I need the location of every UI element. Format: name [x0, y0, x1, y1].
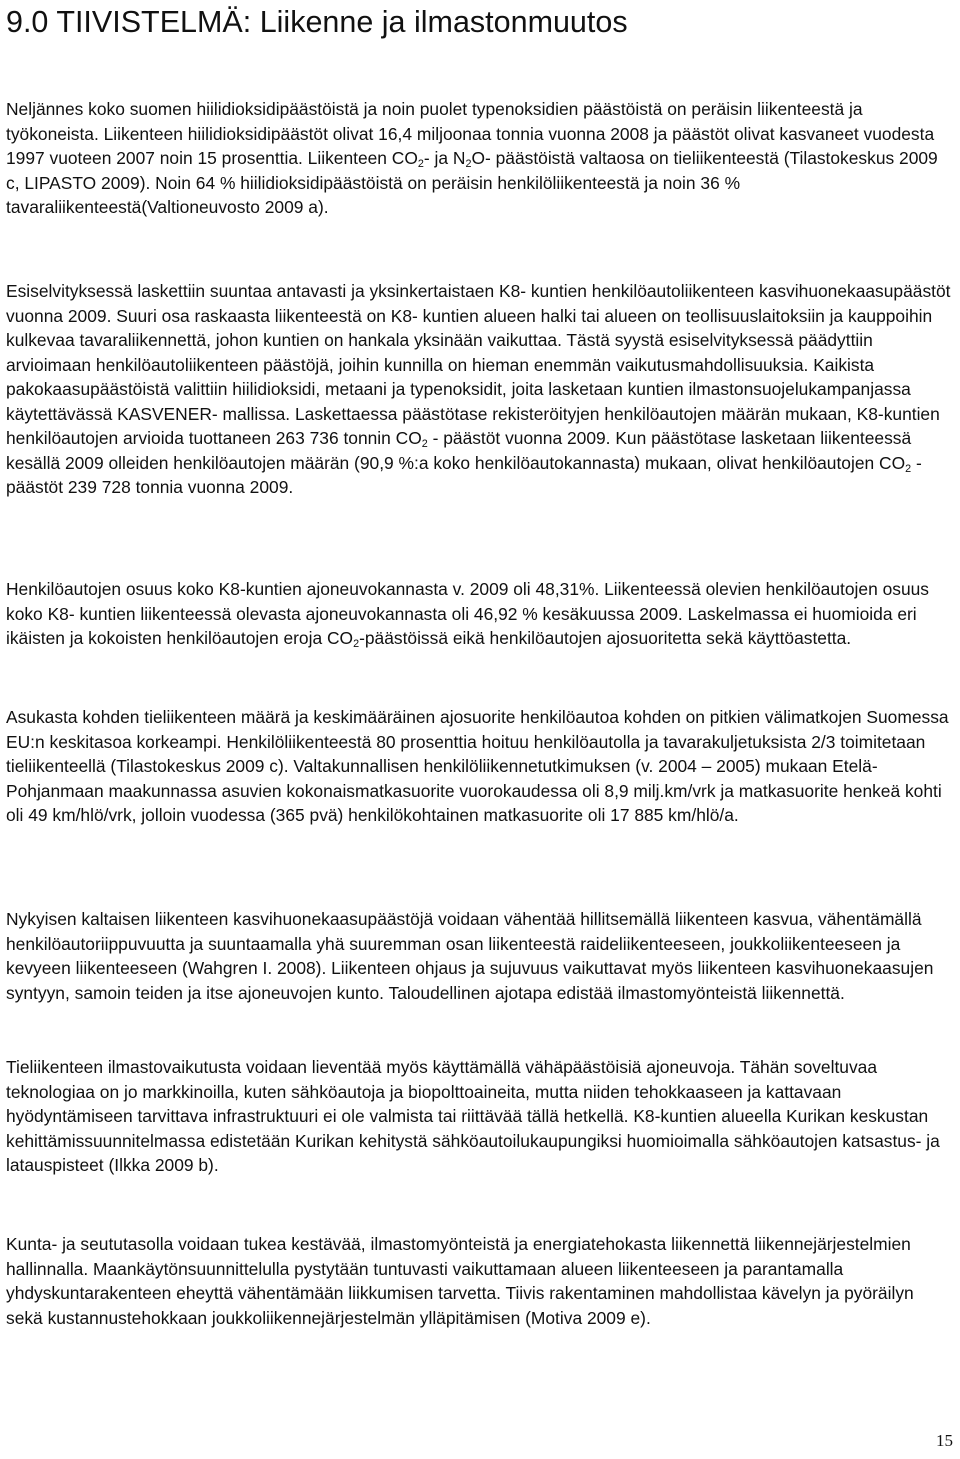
- page-title: 9.0 TIIVISTELMÄ: Liikenne ja ilmastonmuutos: [6, 5, 628, 39]
- page-number: 15: [936, 1431, 953, 1450]
- paragraph-reduction-measures: Nykyisen kaltaisen liikenteen kasvihuonekaasupäästöjä voidaan vähentää hillitsemällä liikenteen kasvua, vähentämällä henkilöautoriippuvuutta ja suuntaamalla yhä suuremman osan liikenteestä raideliikenteeseen, joukkoliikenteeseen ja kevyeen liikenteeseen (Wahgren I. 2008). Liikenteen ohjaus ja sujuvuus vaikuttavat myös liikenteen kasvihuonekaasujen syntyyn, samoin teiden ja itse ajoneuvojen kunto. Taloudellinen ajotapa edistää ilmastomyönteistä liikennettä.: [6, 909, 934, 1003]
- paragraph-land-use-planning: Kunta- ja seututasolla voidaan tukea kestävää, ilmastomyönteistä ja energiatehokasta liikennettä liikennejärjestelmien hallinnalla. Maankäytönsuunnittelulla pystytään tuntuvasti vaikuttamaan alueen liikenteeseen ja parantamalla yhdyskuntarakenteen eheyttä vähentämään liikkumisen tarvetta. Tiivis rakentaminen mahdollistaa kävelyn ja pyöräilyn sekä kustannustehokkaan joukkoliikennejärjestelmän ylläpitämisen (Motiva 2009 e).: [6, 1234, 914, 1328]
- paragraph-car-share: Henkilöautojen osuus koko K8-kuntien ajoneuvokannasta v. 2009 oli 48,31%. Liikenteessä olevien henkilöautojen osuus koko K8- kuntien liikenteessä olevasta ajoneuvokannasta oli 46,92 % kesäkuussa 2009. Laskelmassa ei huomioida eri ikäisten ja kokoisten henkilöautojen eroja $CO_2$-päästöissä eikä henkilöautojen ajosuoritetta sekä käyttöastetta.: [6, 579, 929, 651]
- paragraph-emissions-overview: Neljännes koko suomen hiilidioksidipäästöistä ja noin puolet typenoksidien päästöistä on peräisin liikenteestä ja työkoneista. Liikenteen hiilidioksidipäästöt olivat 16,4 miljoonaa tonnia vuonna 2008 ja päästöt olivat kasvaneet vuodesta 1997 vuoteen 2007 noin 15 prosenttia. Liikenteen $CO_2-$ ja $N_2O-$ päästöistä valtaosa on tieliikenteestä (Tilastokeskus 2009 c, LIPASTO 2009). Noin 64 % hiilidioksidipäästöistä on peräisin henkilöliikenteestä ja noin 36 % tavaraliikenteestä(Valtioneuvosto 2009 a).: [6, 99, 938, 217]
- paragraph-travel-distances: Asukasta kohden tieliikenteen määrä ja keskimääräinen ajosuorite henkilöautoa kohden on pitkien välimatkojen Suomessa EU:n keskitasoa korkeampi. Henkilöliikenteestä 80 prosenttia hoituu henkilöautolla ja tavarakuljetuksista 2/3 toimitetaan tieliikenteellä (Tilastokeskus 2009 c). Valtakunnallisen henkilöliikennetutkimuksen (v. 2004 – 2005) mukaan Etelä-Pohjanmaan maakunnassa asuvien kokonaismatkasuorite vuorokaudessa oli 8,9 milj.km/vrk ja matkasuorite henkeä kohti oli 49 km/hlö/vrk, jolloin vuodessa (365 pvä) henkilökohtainen matkasuorite oli 17 885 km/hlö/a.: [6, 707, 949, 825]
- paragraph-low-emission-vehicles: Tieliikenteen ilmastovaikutusta voidaan lieventää myös käyttämällä vähäpäästöisiä ajoneuvoja. Tähän soveltuvaa teknologiaa on jo markkinoilla, kuten sähköautoja ja biopolttoaineita, mutta niiden tehokkaaseen ja kattavaan hyödyntämiseen tarvittava infrastruktuuri ei ole valmista tai riittävää tällä hetkellä. K8-kuntien alueella Kurikan keskustan kehittämissuunnitelmassa edistetään Kurikan kehitystä sähköautoilukaupungiksi huomioimalla sähköautojen katsastus- ja latauspisteet (Ilkka 2009 b).: [6, 1057, 940, 1175]
- paragraph-k8-car-emissions: Esiselvityksessä laskettiin suuntaa antavasti ja yksinkertaistaen K8- kuntien henkilöautoliikenteen kasvihuonekaasupäästöt vuonna 2009. Suuri osa raskaasta liikenteestä on K8- kuntien alueen halki tai alueen on teollisuuslaitoksiin ja kauppoihin kulkevaa tavaraliikennettä, johon kuntien on hankala yksinään vaikuttaa. Tästä syystä esiselvityksessä päädyttiin arvioimaan henkilöautoliikenteen päästöjä, joihin kunnilla on hieman enemmän vaikutusmahdollisuuksia. Kaikista pakokaasupäästöistä valittiin hiilidioksidi, metaani ja typenoksidit, joita lasketaan kuntien ilmastonsuojelukampanjassa käytettävässä KASVENER- mallissa. Laskettaessa päästötase rekisteröityjen henkilöautojen määrän mukaan, K8-kuntien henkilöautojen arvioida tuottaneen 263 736 tonnin $CO_2$ - päästöt vuonna 2009. Kun päästötase lasketaan liikenteessä kesällä 2009 olleiden henkilöautojen määrän (90,9 %:a koko henkilöautokannasta) mukaan, olivat henkilöautojen $CO_2$ - päästöt 239 728 tonnia vuonna 2009.: [6, 281, 951, 497]
